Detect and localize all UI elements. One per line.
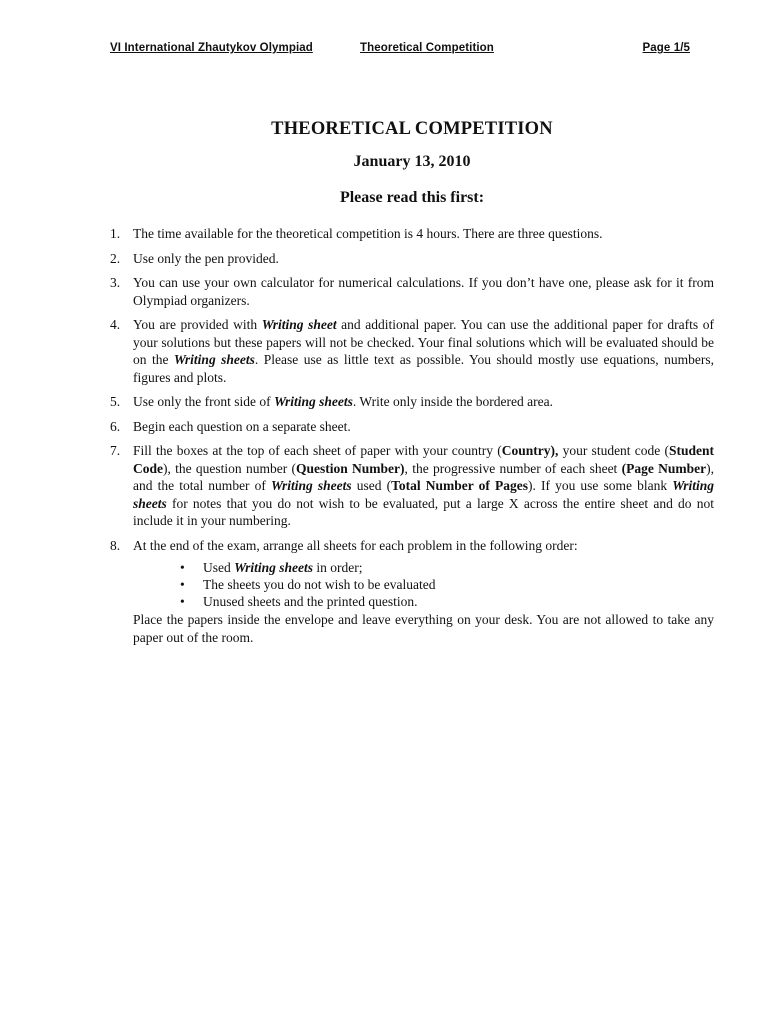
ordering-bullet-list — [133, 559, 714, 610]
rule-text: . Write only inside the bordered area. — [352, 394, 554, 409]
header-page-number: Page 1/5 — [642, 42, 690, 54]
rule-number: 7. — [110, 443, 121, 458]
rule-text: ), and the total number of — [133, 460, 714, 493]
rule-item-6 — [110, 418, 714, 436]
rule-number: 6. — [110, 418, 121, 434]
rule-text: The time available for the theoretical competition is 4 hours. There are three questions. — [133, 226, 603, 241]
rule-emphasis: Writing sheets — [173, 352, 255, 367]
rule-text: Use only the front side of — [133, 394, 274, 409]
header-competition-name: Theoretical Competition — [360, 42, 494, 54]
bullet-text: in order; — [313, 560, 363, 575]
rule-emphasis: Writing sheets — [133, 478, 715, 511]
rule-number: 5. — [110, 394, 121, 409]
instructions-heading: Please read this first: — [339, 189, 485, 206]
rule-item-4 — [110, 316, 714, 386]
rule-text: and additional paper. You can use the additional paper for drafts of your solutions but these papers will not be checked. Your final solutions which will be evaluated should be on the — [133, 317, 715, 367]
bullet-item — [180, 559, 714, 576]
running-header — [110, 42, 690, 60]
rule-text: ). If you use some blank — [527, 478, 673, 493]
bullet-text: Used — [203, 560, 235, 575]
rule-number: 3. — [110, 275, 121, 290]
rule-emphasis: Writing sheets — [273, 394, 353, 409]
rule-emphasis: Writing sheets — [234, 560, 314, 575]
rule-item-7 — [110, 442, 714, 530]
rule-number: 8. — [110, 537, 121, 553]
rule-number: 2. — [110, 250, 121, 266]
rule-text: for notes that you do not wish to be evaluated, put a large X across the entire sheet and do not include it in your numbering. — [133, 495, 714, 528]
rule-text: ), the question number ( — [163, 460, 296, 476]
rule-item-2 — [110, 250, 714, 268]
rule-strong: Student Code — [133, 443, 714, 476]
bullet-icon: • — [180, 560, 185, 575]
rule-text: Fill the boxes at the top of each sheet of paper with your country ( — [133, 443, 502, 458]
rule-strong: (Page Number — [621, 460, 707, 476]
closing-text: Place the papers inside the envelope and leave everything on your desk. You are not allowed to take any paper out of the room. — [133, 612, 714, 645]
document-date: January 13, 2010 — [353, 153, 471, 170]
rule-text: your student code ( — [558, 443, 669, 458]
header-olympiad-name: VI International Zhautykov Olympiad — [110, 42, 313, 54]
bullet-icon: • — [180, 594, 185, 609]
rule-text: Begin each question on a separate sheet. — [133, 418, 351, 434]
rule-text: Use only the pen provided. — [133, 250, 279, 266]
bullet-text: The sheets you do not wish to be evaluated — [203, 577, 436, 592]
rule-strong: Country), — [501, 443, 559, 458]
rule-number: 1. — [110, 226, 121, 241]
rule-item-3 — [110, 274, 714, 309]
document-title: THEORETICAL COMPETITION — [271, 119, 553, 139]
rule-emphasis: Writing sheets — [271, 478, 352, 493]
bullet-text: Unused sheets and the printed question. — [203, 594, 418, 609]
rule-text: , the progressive number of each sheet — [404, 460, 622, 476]
bullet-item — [180, 593, 714, 610]
rule-text: . Please use as little text as possible. You should mostly use equations, numbers, figures and plots. — [133, 352, 714, 385]
bullet-item — [180, 576, 714, 593]
rule-item-8 — [110, 537, 714, 647]
rule-text: You are provided with — [133, 317, 262, 332]
rules-list — [110, 225, 714, 653]
rule-item-5 — [110, 393, 714, 411]
bullet-icon: • — [180, 577, 185, 592]
rule-item-1 — [110, 225, 714, 243]
rule-emphasis: Writing sheet — [261, 317, 337, 332]
rule-text: At the end of the exam, arrange all sheets for each problem in the following order: — [133, 537, 578, 553]
rule-text: You can use your own calculator for numerical calculations. If you don’t have one, please ask for it from Olympiad organizers. — [133, 275, 714, 308]
rule-strong: Question Number) — [296, 460, 405, 476]
rule-text: used ( — [351, 478, 392, 493]
rule-strong: Total Number of Pages — [391, 478, 528, 493]
rule-number: 4. — [110, 317, 121, 332]
